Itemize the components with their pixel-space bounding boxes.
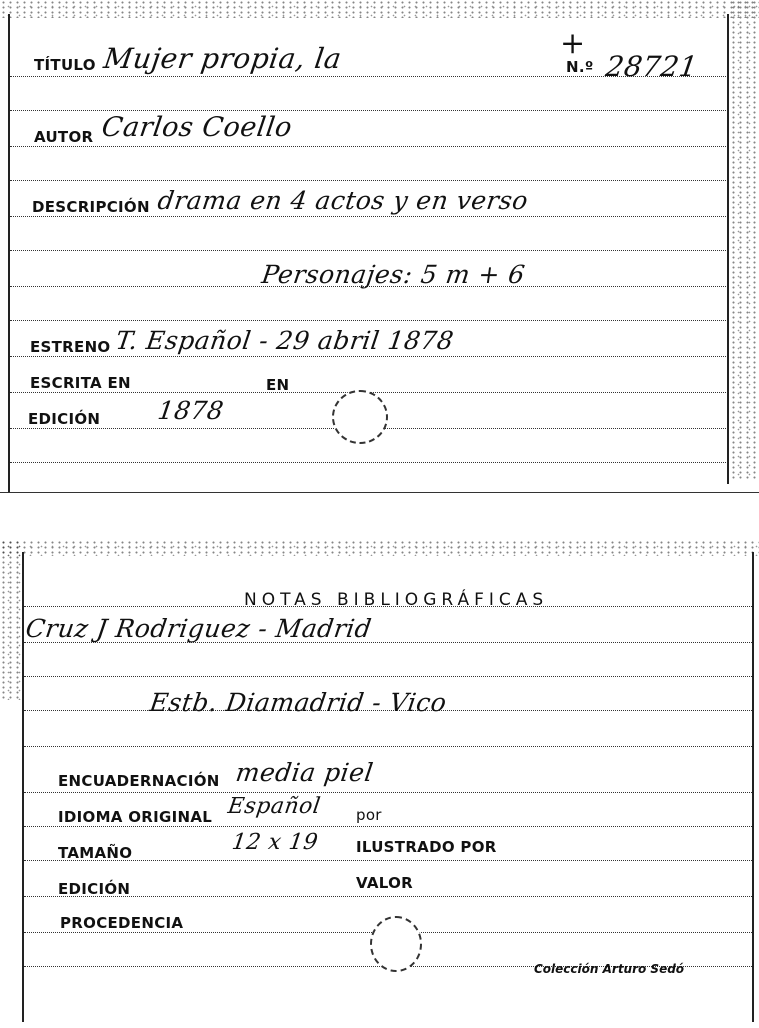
ruled-line	[10, 110, 726, 111]
numero-value: 28721	[603, 50, 700, 83]
en-label: EN	[266, 376, 290, 394]
edicion-label-back: EDICIÓN	[58, 880, 131, 898]
autor-value: Carlos Coello	[99, 112, 295, 143]
ruled-line	[24, 860, 752, 861]
tamano-value: 12 x 19	[230, 830, 320, 855]
scan-edge-right	[730, 0, 759, 480]
scan-edge-top	[0, 0, 759, 18]
titulo-value: Mujer propia, la	[101, 42, 344, 75]
ruled-line	[10, 216, 726, 217]
ruled-line	[24, 746, 752, 747]
ruled-line	[10, 462, 726, 463]
ilustrado-label: ILUSTRADO POR	[356, 838, 497, 856]
autor-label: AUTOR	[34, 128, 94, 146]
coleccion-credit: Colección Arturo Sedó	[534, 962, 685, 976]
idioma-value: Español	[226, 794, 323, 819]
ruled-line	[24, 676, 752, 677]
ruled-line	[10, 250, 726, 251]
encuadernacion-value: media piel	[233, 758, 376, 787]
card-right-border	[752, 552, 754, 1022]
numero-label: N.º	[566, 58, 594, 76]
procedencia-label: PROCEDENCIA	[60, 914, 184, 932]
ruled-line	[10, 320, 726, 321]
valor-label: VALOR	[356, 874, 414, 892]
catalog-card-back	[0, 540, 759, 1028]
ruled-line	[10, 146, 726, 147]
ruled-line	[10, 356, 726, 357]
ruled-line	[24, 792, 752, 793]
card-right-border	[727, 14, 729, 484]
cross-mark: +	[560, 26, 586, 61]
por-label: por	[356, 806, 382, 824]
notas-line-1: Cruz J Rodriguez - Madrid	[23, 614, 374, 643]
idioma-label: IDIOMA ORIGINAL	[58, 808, 213, 826]
notas-title: NOTAS BIBLIOGRÁFICAS	[244, 590, 549, 610]
ruled-line	[24, 826, 752, 827]
edicion-label: EDICIÓN	[28, 410, 101, 428]
titulo-label: TÍTULO	[34, 56, 96, 74]
card-separator	[0, 492, 759, 493]
card-left-border	[8, 14, 10, 492]
punch-hole	[332, 390, 388, 444]
scan-edge-left	[0, 540, 22, 700]
tamano-label: TAMAÑO	[58, 844, 133, 862]
punch-hole	[370, 916, 422, 972]
estreno-label: ESTRENO	[30, 338, 111, 356]
catalog-card-front	[0, 0, 759, 492]
escrita-en-label: ESCRITA EN	[30, 374, 131, 392]
edicion-value: 1878	[155, 396, 226, 425]
notas-line-2: Estb. Diamadrid - Vico	[147, 688, 449, 717]
personajes-value: Personajes: 5 m + 6	[259, 260, 527, 289]
descripcion-label: DESCRIPCIÓN	[32, 198, 150, 216]
ruled-line	[24, 896, 752, 897]
descripcion-value: drama en 4 actos y en verso	[155, 186, 531, 215]
ruled-line	[10, 180, 726, 181]
encuadernacion-label: ENCUADERNACIÓN	[58, 772, 220, 790]
card-left-border	[22, 552, 24, 1022]
scan-edge-top	[0, 540, 759, 556]
estreno-value: T. Español - 29 abril 1878	[113, 326, 456, 355]
